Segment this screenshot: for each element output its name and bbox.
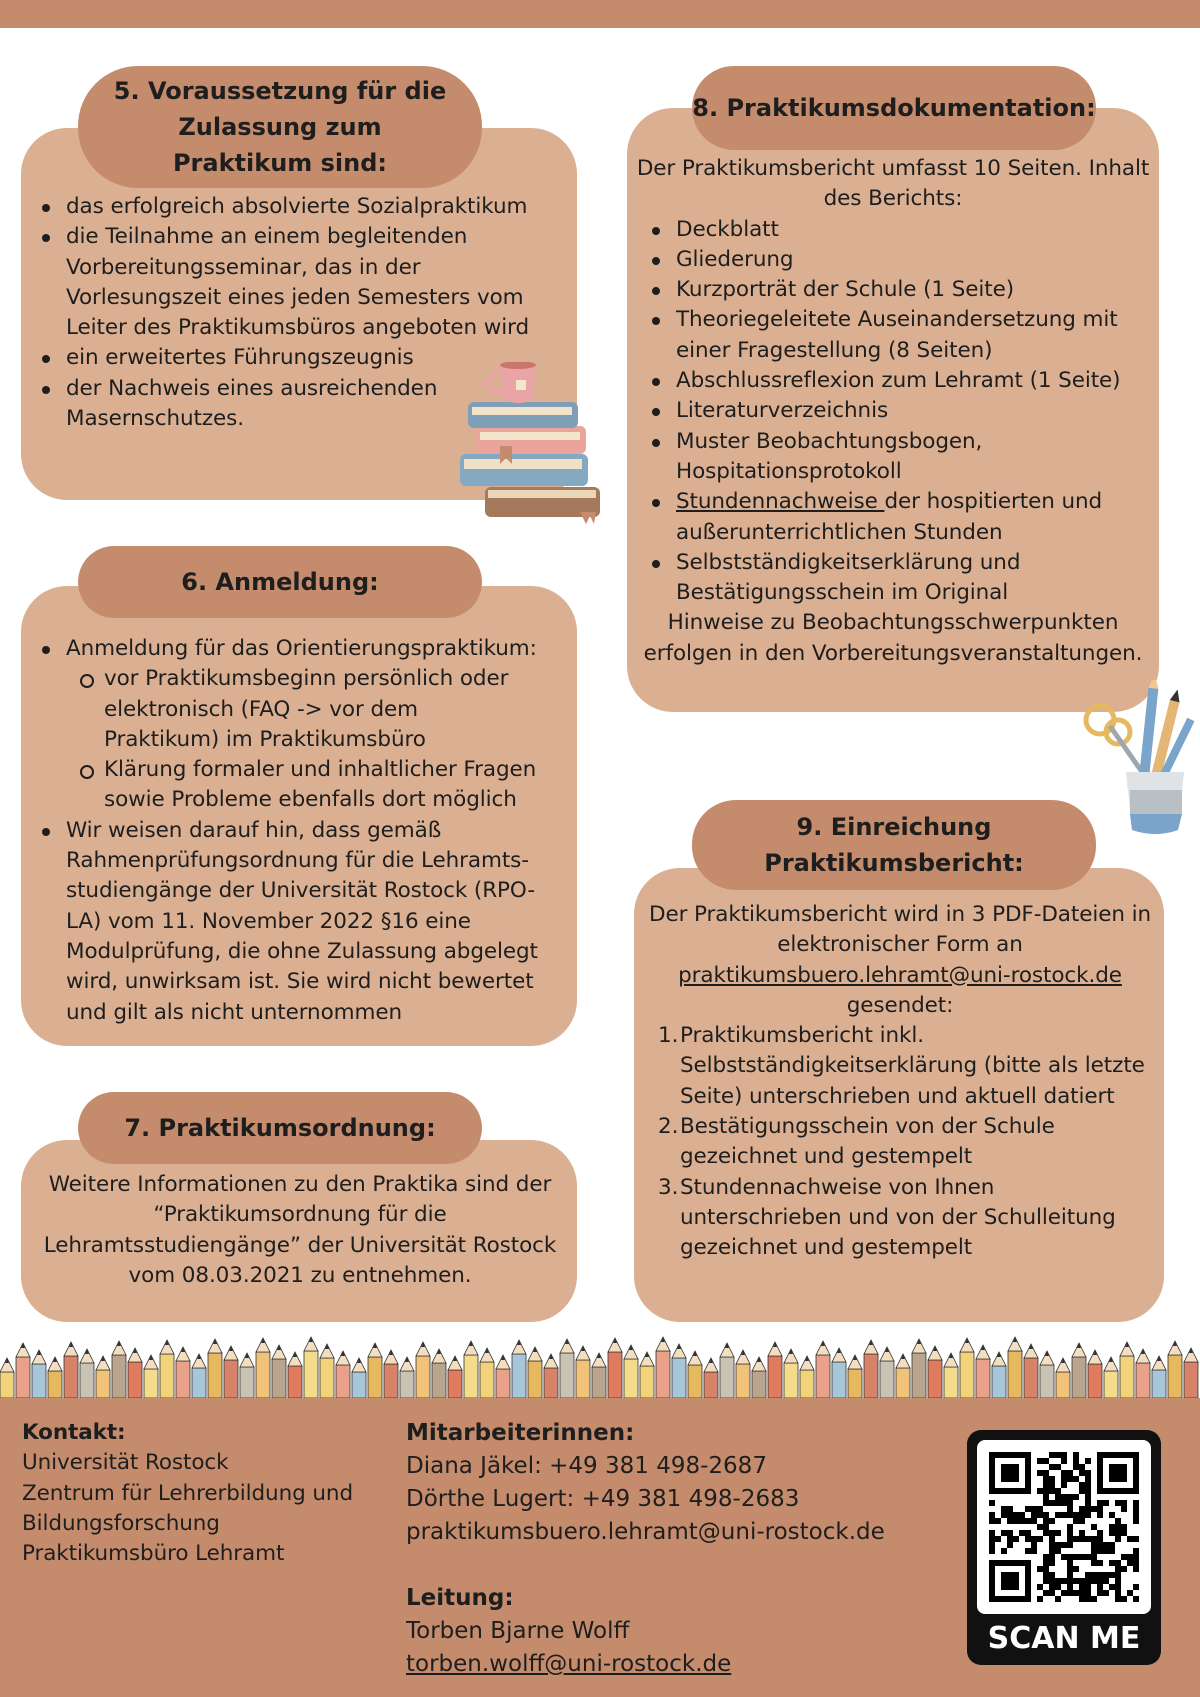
section9-item xyxy=(640,1173,1160,1264)
item-number: 3. xyxy=(658,1174,679,1200)
section6-title xyxy=(78,546,482,618)
section9-item-text: Praktikumsbericht inkl. Selbstständigkeitserklärung (bitte als letzte Seite) unterschrieben und aktuell datiert xyxy=(680,1023,1145,1109)
pencil xyxy=(336,1351,350,1398)
staff-line: Dörthe Lugert: +49 381 498-2683 xyxy=(406,1486,800,1512)
pencil xyxy=(960,1338,974,1398)
section8-item: Literaturverzeichnis xyxy=(632,396,1154,426)
pencil xyxy=(1152,1356,1166,1398)
section6-item: Wir weisen darauf hin, dass gemäß Rahmenprüfungsordnung für die Lehramts-studiengänge der Universität Rostock (RPO-LA) vom 11. November 2022 §16 eine Modulprüfung, die ohne Zulassung abgelegt wird, unwirksam ist. Sie wird nicht bewertet und gilt als nicht unternommen xyxy=(22,816,570,1028)
section8-item: Selbstständigkeitserklärung und Bestätigungsschein im Original xyxy=(632,548,1154,609)
qr-code-card[interactable] xyxy=(967,1430,1161,1665)
pencil xyxy=(880,1347,894,1398)
pencil xyxy=(352,1358,366,1398)
pencil xyxy=(528,1347,542,1398)
pencil xyxy=(368,1343,382,1398)
qr-code-image xyxy=(977,1440,1151,1614)
pencil xyxy=(816,1341,830,1398)
stundennachweise-link[interactable]: Stundennachweise xyxy=(676,489,885,515)
section8-intro: Der Praktikumsbericht umfasst 10 Seiten. Inhalt des Berichts: xyxy=(636,156,1150,212)
pencil xyxy=(1184,1348,1198,1398)
section6-list xyxy=(22,634,572,664)
pencil xyxy=(592,1353,606,1398)
pencil xyxy=(416,1342,430,1398)
pencil xyxy=(288,1352,302,1398)
section7-title-text: 7. Praktikumsordnung: xyxy=(124,1114,436,1142)
pencil xyxy=(128,1348,142,1398)
section6-sublist xyxy=(22,664,542,815)
lead-name: Torben Bjarne Wolff xyxy=(406,1618,630,1644)
pencil xyxy=(944,1353,958,1398)
pencil xyxy=(240,1353,254,1398)
section8-list xyxy=(632,215,1154,609)
pencil xyxy=(208,1339,222,1398)
section8-item: Abschlussreflexion zum Lehramt (1 Seite) xyxy=(632,366,1154,396)
pencil xyxy=(0,1358,14,1398)
pencil xyxy=(864,1340,878,1398)
section9-sent: gesendet: xyxy=(846,992,954,1018)
pencil xyxy=(96,1356,110,1398)
section8-note: Hinweise zu Beobachtungsschwerpunkten erfolgen in den Vorbereitungsveranstaltungen. xyxy=(643,610,1143,666)
pencil xyxy=(912,1339,926,1398)
pencil xyxy=(656,1337,670,1398)
section5-item: das erfolgreich absolvierte Sozialpraktikum xyxy=(22,192,542,222)
section6-list xyxy=(22,816,570,1028)
section8-item-rest: der hospitierten und außerunterrichtlichen Stunden xyxy=(676,489,1103,545)
section6-content xyxy=(22,634,572,1028)
staff-email[interactable]: praktikumsbuero.lehramt@uni-rostock.de xyxy=(406,1519,885,1545)
pencil xyxy=(832,1348,846,1398)
section9-list xyxy=(640,1021,1160,1263)
pencil xyxy=(272,1345,286,1398)
pencil xyxy=(1056,1358,1070,1398)
pencil xyxy=(512,1340,526,1398)
pencil xyxy=(224,1346,238,1398)
pencil xyxy=(800,1356,814,1398)
section8-item: Gliederung xyxy=(632,245,1154,275)
lead-heading: Leitung: xyxy=(406,1585,514,1611)
pencil xyxy=(560,1339,574,1398)
pencil xyxy=(432,1349,446,1398)
pencil xyxy=(1088,1350,1102,1398)
section6-item: Anmeldung für das Orientierungspraktikum: xyxy=(22,634,572,664)
section6-subitem: vor Praktikumsbeginn persönlich oder elektronisch (FAQ -> vor dem Praktikum) im Praktikumsbüro xyxy=(22,664,542,755)
pencil xyxy=(496,1355,510,1398)
pencil xyxy=(608,1338,622,1398)
pencil xyxy=(752,1357,766,1398)
section5-item: die Teilnahme an einem begleitenden Vorbereitungsseminar, das in der Vorlesungszeit eines jeden Semesters vom Leiter des Praktikumsbüros angeboten wird xyxy=(22,222,542,343)
lead-email[interactable]: torben.wolff@uni-rostock.de xyxy=(406,1651,732,1677)
pencil xyxy=(992,1352,1006,1398)
pencil xyxy=(400,1357,414,1398)
section9-item-text: Stundennachweise von Ihnen unterschrieben und von der Schulleitung gezeichnet und gestempelt xyxy=(680,1174,1116,1261)
books-cup-illustration xyxy=(450,362,610,532)
pencil xyxy=(736,1350,750,1398)
pencil xyxy=(160,1340,174,1398)
pencil-cup-illustration xyxy=(1080,680,1200,840)
section8-item xyxy=(632,487,1154,548)
pencil xyxy=(176,1347,190,1398)
pencil xyxy=(32,1350,46,1398)
contact-heading: Kontakt: xyxy=(22,1420,126,1445)
pencil xyxy=(624,1345,638,1398)
pencil xyxy=(784,1349,798,1398)
section9-content xyxy=(640,900,1160,1264)
pencil xyxy=(64,1342,78,1398)
pencil xyxy=(848,1355,862,1398)
section9-intro: Der Praktikumsbericht wird in 3 PDF-Dateien in elektronischer Form an xyxy=(648,902,1151,958)
section9-item-text: Bestätigungsschein von der Schule gezeichnet und gestempelt xyxy=(680,1114,1055,1170)
section5-item: ein erweitertes Führungszeugnis xyxy=(22,343,542,373)
contact-line: Universität Rostock xyxy=(22,1450,229,1476)
section5-title-text: 5. Voraussetzung für die Zulassung zum Praktikum sind: xyxy=(113,77,447,177)
qr-code-icon xyxy=(977,1440,1151,1614)
top-bar xyxy=(0,0,1200,28)
pencil xyxy=(464,1341,478,1398)
section8-item: Kurzporträt der Schule (1 Seite) xyxy=(632,275,1154,305)
section7-title xyxy=(78,1092,482,1164)
pencil xyxy=(896,1354,910,1398)
pencil xyxy=(640,1352,654,1398)
pencil xyxy=(976,1345,990,1398)
pencil xyxy=(1120,1342,1134,1398)
pencil xyxy=(304,1337,318,1398)
staff-line: Diana Jäkel: +49 381 498-2687 xyxy=(406,1453,767,1479)
pencil-border xyxy=(0,1326,1200,1398)
section8-item: Muster Beobachtungsbogen, Hospitationsprotokoll xyxy=(632,427,1154,488)
pencil xyxy=(704,1358,718,1398)
section9-title xyxy=(692,800,1096,890)
pencil xyxy=(448,1356,462,1398)
pencil xyxy=(688,1351,702,1398)
staff-block xyxy=(406,1417,926,1681)
pencil xyxy=(1104,1357,1118,1398)
section6-subitem: Klärung formaler und inhaltlicher Fragen sowie Probleme ebenfalls dort möglich xyxy=(22,755,542,816)
pencil xyxy=(1072,1343,1086,1398)
pencil xyxy=(112,1341,126,1398)
section6-title-text: 6. Anmeldung: xyxy=(181,568,379,596)
contact-block xyxy=(22,1418,382,1569)
pencil xyxy=(1008,1337,1022,1398)
pencil xyxy=(1168,1341,1182,1398)
email-link[interactable]: praktikumsbuero.lehramt@uni-rostock.de xyxy=(678,962,1122,988)
pencil xyxy=(720,1343,734,1398)
section5-item: der Nachweis eines ausreichenden Masernschutzes. xyxy=(22,374,542,435)
item-number: 1. xyxy=(658,1023,679,1049)
section9-item xyxy=(640,1021,1160,1112)
staff-heading: Mitarbeiterinnen: xyxy=(406,1420,635,1446)
pencil xyxy=(928,1346,942,1398)
pencil xyxy=(768,1342,782,1398)
pencil xyxy=(1024,1344,1038,1398)
pencil xyxy=(256,1338,270,1398)
pencil xyxy=(672,1344,686,1398)
scan-me-label: SCAN ME xyxy=(987,1621,1141,1656)
item-number: 2. xyxy=(658,1114,679,1140)
pencil xyxy=(576,1346,590,1398)
section9-item xyxy=(640,1112,1160,1173)
section8-content xyxy=(632,154,1154,669)
section8-item: Deckblatt xyxy=(632,215,1154,245)
pencil xyxy=(480,1348,494,1398)
pencil xyxy=(48,1357,62,1398)
contact-line: Zentrum für Lehrerbildung und Bildungsforschung xyxy=(22,1480,353,1536)
pencil xyxy=(384,1350,398,1398)
pencil xyxy=(1136,1349,1150,1398)
pencil xyxy=(1040,1351,1054,1398)
section8-title-text: 8. Praktikumsdokumentation: xyxy=(692,94,1096,122)
section8-item: Theoriegeleitete Auseinandersetzung mit einer Fragestellung (8 Seiten) xyxy=(632,305,1154,366)
pencil xyxy=(16,1343,30,1398)
section9-title-text: 9. Einreichung Praktikumsbericht: xyxy=(764,813,1024,877)
pencil xyxy=(544,1354,558,1398)
section7-text: Weitere Informationen zu den Praktika sind der “Praktikumsordnung für die Lehramtsstudiengänge” der Universität Rostock vom 08.03.2021 zu entnehmen. xyxy=(43,1172,557,1288)
pencil xyxy=(320,1344,334,1398)
section5-title xyxy=(78,66,482,188)
pencil xyxy=(80,1349,94,1398)
section8-title xyxy=(692,66,1096,150)
contact-line: Praktikumsbüro Lehramt xyxy=(22,1541,285,1567)
pencil xyxy=(144,1355,158,1398)
pencil xyxy=(192,1354,206,1398)
